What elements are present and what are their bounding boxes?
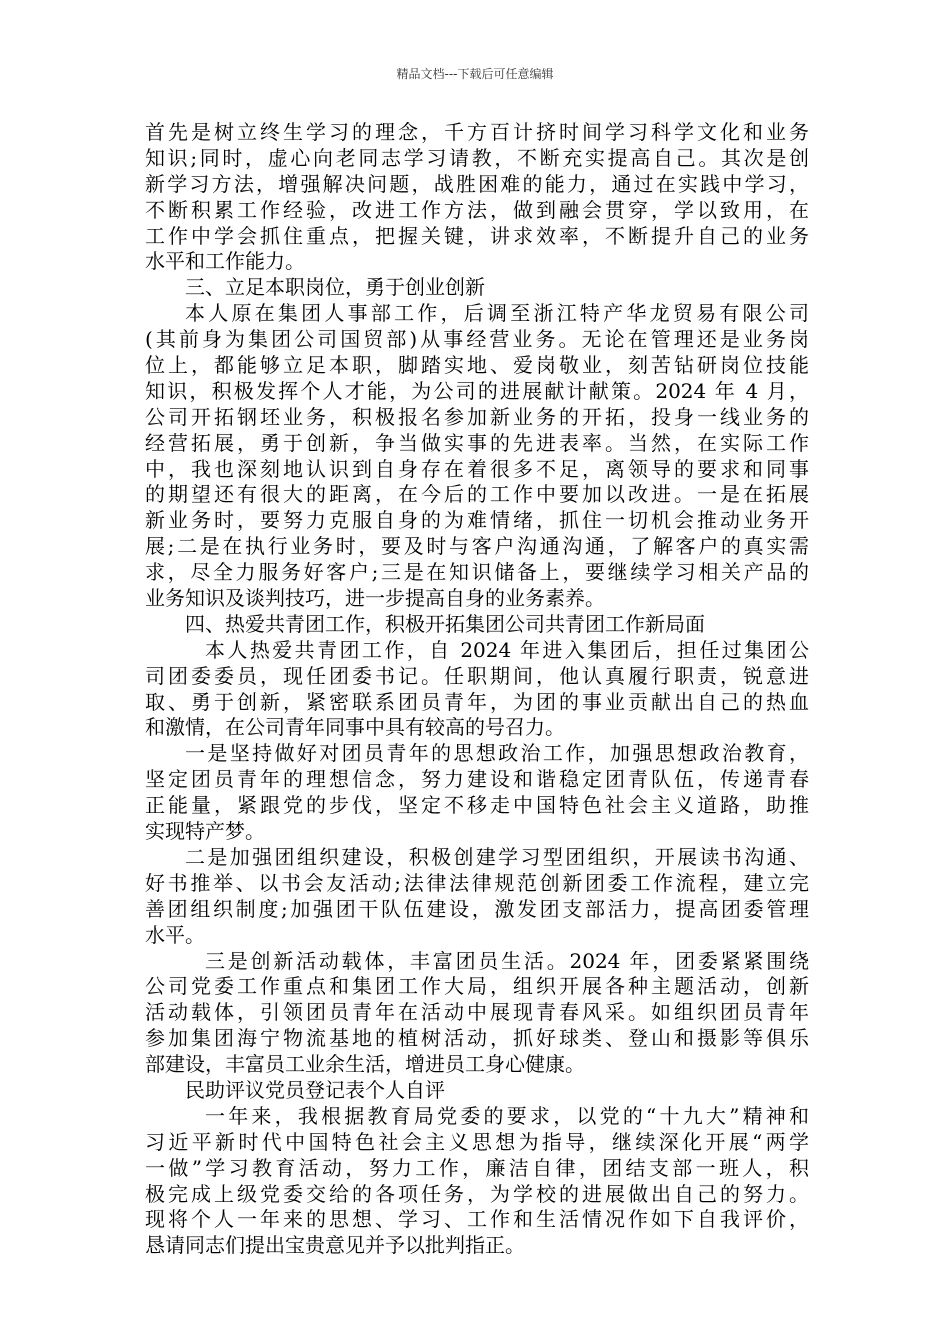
text-line: 新业务时，要努力克服自身的为难情绪，抓住一切机会推动业务开 (145, 508, 809, 533)
text-line: (其前身为集团公司国贸部)从事经营业务。无论在管理还是业务岗 (145, 327, 809, 352)
text-line: 参加集团海宁物流基地的植树活动，抓好球类、登山和摄影等俱乐 (145, 1026, 809, 1051)
text-line: 一做”学习教育活动，努力工作，廉洁自律，团结支部一班人，积 (145, 1155, 809, 1180)
text-line: 本人热爱共青团工作，自 2024 年进入集团后，担任过集团公 (205, 637, 809, 662)
text-line: 和激情，在公司青年同事中具有较高的号召力。 (145, 715, 565, 740)
text-line: 三是创新活动载体，丰富团员生活。2024 年，团委紧紧围绕 (205, 948, 809, 973)
text-line: 部建设，丰富员工业余生活，增进员工身心健康。 (145, 1052, 585, 1077)
text-line: 习近平新时代中国特色社会主义思想为指导，继续深化开展“两学 (145, 1129, 809, 1154)
text-line: 恳请同志们提出宝贵意见并予以批判指正。 (145, 1233, 525, 1258)
text-line: 首先是树立终生学习的理念，千方百计挤时间学习科学文化和业务 (145, 120, 809, 144)
text-line: 中，我也深刻地认识到自身存在着很多不足，离领导的要求和同事 (145, 456, 809, 481)
section-heading: 四、热爱共青团工作，积极开拓集团公司共青团工作新局面 (185, 611, 705, 636)
text-line: 不断积累工作经验，改进工作方法，做到融会贯穿，学以致用，在 (145, 197, 809, 222)
text-line: 坚定团员青年的理想信念，努力建设和谐稳定团青队伍，传递青春 (145, 767, 809, 792)
text-line: 取、勇于创新，紧密联系团员青年，为团的事业贡献出自己的热血 (145, 689, 809, 714)
text-line: 司团委委员，现任团委书记。任职期间，他认真履行职责，锐意进 (145, 663, 809, 688)
text-line: 一年来，我根据教育局党委的要求，以党的“十九大”精神和 (205, 1103, 809, 1128)
text-line: 实现特产梦。 (145, 819, 265, 844)
document-body (145, 120, 809, 1259)
text-line: 公司开拓钢坯业务，积极报名参加新业务的开拓，投身一线业务的 (145, 404, 809, 429)
text-line: 新学习方法，增强解决问题，战胜困难的能力，通过在实践中学习， (145, 171, 809, 196)
text-line: 正能量，紧跟党的步伐，坚定不移走中国特色社会主义道路，助推 (145, 793, 809, 818)
text-line: 工作中学会抓住重点，把握关键，讲求效率，不断提升自己的业务 (145, 223, 809, 248)
text-line: 求，尽全力服务好客户;三是在知识储备上，要继续学习相关产品的 (145, 560, 809, 585)
text-line: 水平。 (145, 922, 205, 947)
text-line: 的期望还有很大的距离，在今后的工作中要加以改进。一是在拓展 (145, 482, 809, 507)
text-line: 二是加强团组织建设，积极创建学习型团组织，开展读书沟通、 (185, 844, 809, 869)
section-heading: 民助评议党员登记表个人自评 (185, 1077, 445, 1102)
text-line: 知识;同时，虚心向老同志学习请教，不断充实提高自己。其次是创 (145, 145, 809, 170)
text-line: 好书推举、以书会友活动;法律法律规范创新团委工作流程，建立完 (145, 870, 809, 895)
text-line: 公司党委工作重点和集团工作大局，组织开展各种主题活动，创新 (145, 974, 809, 999)
text-line: 位上，都能够立足本职，脚踏实地、爱岗敬业，刻苦钻研岗位技能 (145, 353, 809, 378)
text-line: 经营拓展，勇于创新，争当做实事的先进表率。当然，在实际工作 (145, 430, 809, 455)
text-line: 活动载体，引领团员青年在活动中展现青春风采。如组织团员青年 (145, 1000, 809, 1025)
text-line: 极完成上级党委交给的各项任务，为学校的进展做出自己的努力。 (145, 1181, 809, 1206)
text-line: 知识，积极发挥个人才能，为公司的进展献计献策。2024 年 4 月， (145, 378, 809, 403)
text-line: 现将个人一年来的思想、学习、工作和生活情况作如下自我评价， (145, 1207, 809, 1232)
text-line: 业务知识及谈判技巧，进一步提高自身的业务素养。 (145, 586, 605, 611)
text-line: 展;二是在执行业务时，要及时与客户沟通沟通，了解客户的真实需 (145, 534, 809, 559)
text-line: 本人原在集团人事部工作，后调至浙江特产华龙贸易有限公司 (185, 301, 809, 326)
text-line: 一是坚持做好对团员青年的思想政治工作，加强思想政治教育， (185, 741, 809, 766)
text-line: 水平和工作能力。 (145, 249, 305, 274)
text-line: 善团组织制度;加强团干队伍建设，激发团支部活力，提高团委管理 (145, 896, 809, 921)
section-heading: 三、立足本职岗位，勇于创业创新 (185, 275, 485, 300)
page-header: 精品文档---下载后可任意编辑 (396, 67, 554, 81)
